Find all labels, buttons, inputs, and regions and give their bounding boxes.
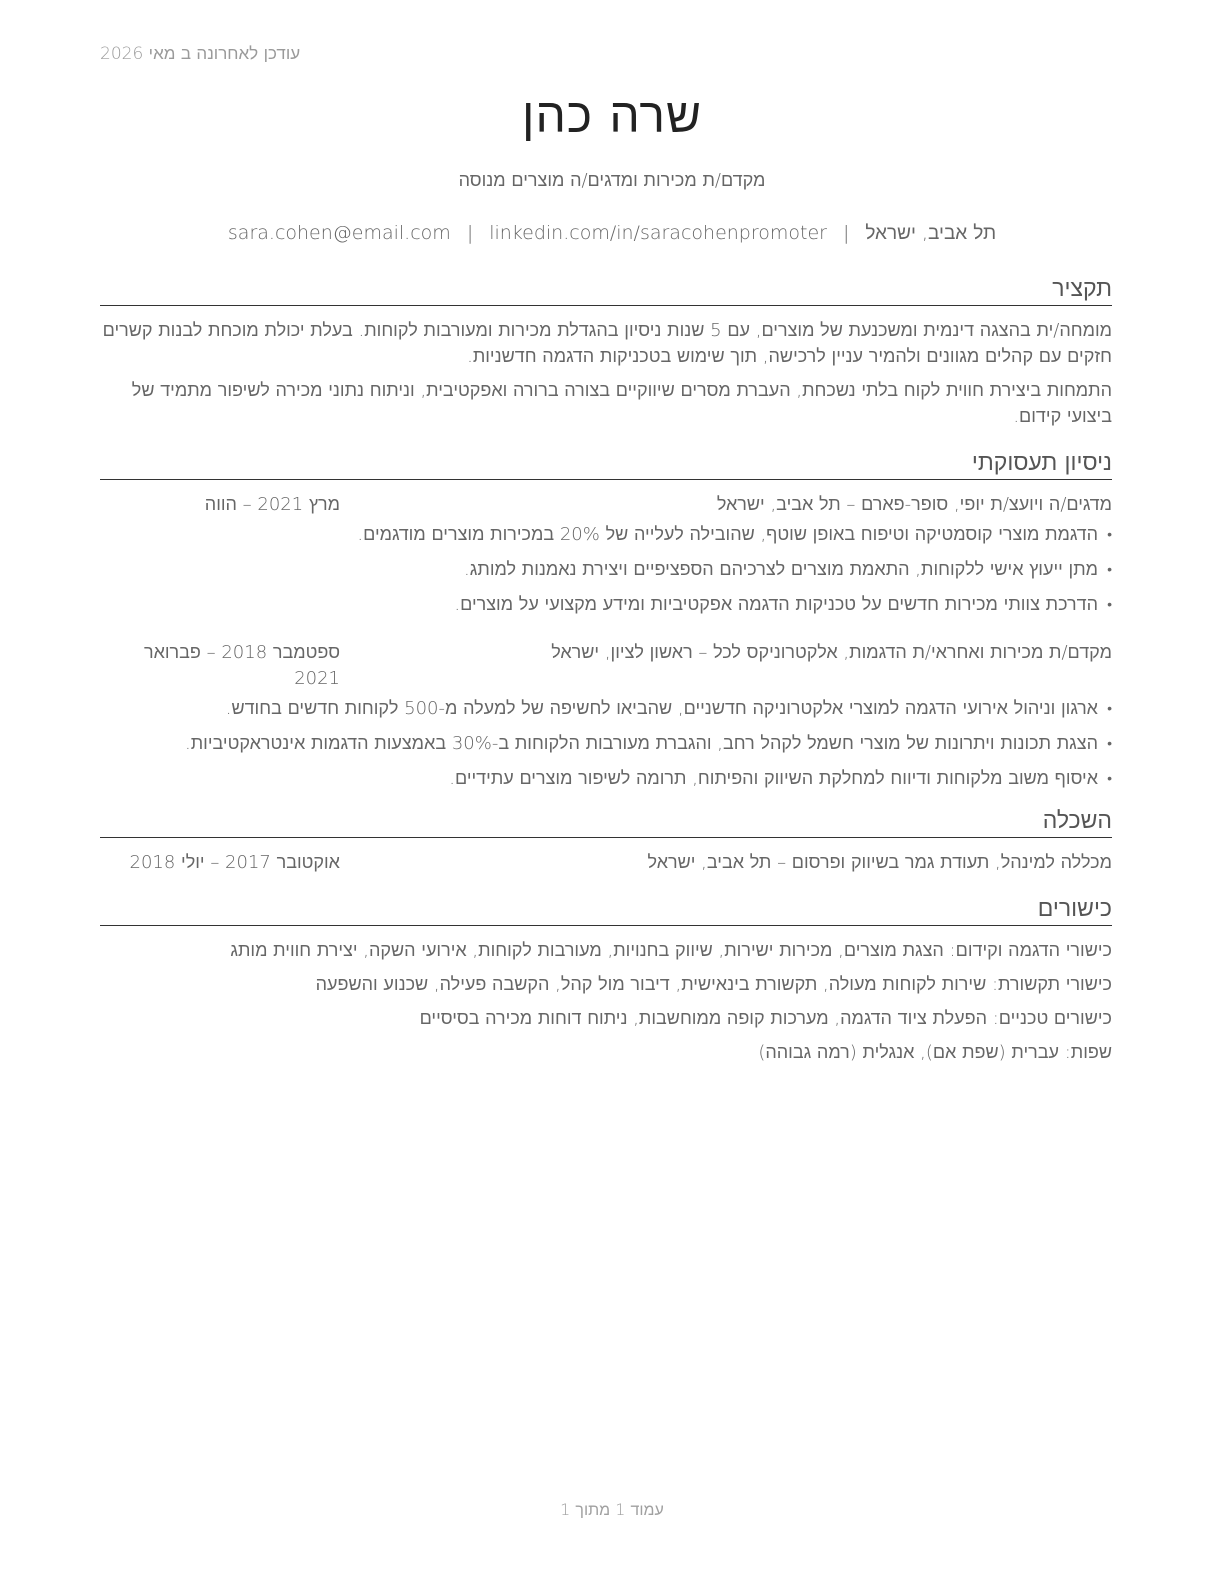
job-bullet: • הדרכת צוותי מכירות חדשים על טכניקות הדגמה אפקטיביות ומידע מקצועי על מוצרים.	[100, 592, 1112, 618]
job-entry	[100, 492, 1112, 618]
separator: |	[466, 222, 474, 244]
skill-line: שפות: עברית (שפת אם), אנגלית (רמה גבוהה)	[758, 1042, 1112, 1063]
job-bullet: • הדגמת מוצרי קוסמטיקה וטיפוח באופן שוטף, שהובילה לעלייה של 20% במכירות מוצרים מודגמים.	[100, 522, 1112, 548]
summary-section	[100, 274, 1112, 430]
education-title: מכללה למינהל, תעודת גמר בשיווק ופרסום – תל אביב, ישראל	[647, 852, 1112, 873]
job-bullet: • ארגון וניהול אירועי הדגמה למוצרי אלקטרוניקה חדשניים, שהביאו לחשיפה של למעלה מ-500 לקוחות חדשים בחודש.	[100, 696, 1112, 722]
job-header	[100, 492, 1112, 518]
job-bullet: • איסוף משוב מלקוחות ודיווח למחלקת השיווק והפיתוח, תרומה לשיפור מוצרים עתידיים.	[100, 766, 1112, 792]
location-text: תל אביב, ישראל	[865, 222, 997, 244]
education-dates: אוקטובר 2017 – יולי 2018	[129, 852, 340, 873]
section-title-education: השכלה	[100, 806, 1112, 838]
job-bullets	[100, 696, 1112, 792]
candidate-headline: מקדם/ת מכירות ומדגים/ה מוצרים מנוסה	[458, 170, 766, 191]
job-bullets	[100, 522, 1112, 618]
job-title: מדגים/ה ויועצ/ת יופי, סופר-פארם – תל אביב, ישראל	[716, 494, 1112, 515]
skill-line: כישורי הדגמה וקידום: הצגת מוצרים, מכירות ישירות, שיווק בחנויות, מעורבות לקוחות, אירועי השקה, יצירת חווית מותג	[230, 940, 1112, 961]
skill-line: כישורים טכניים: הפעלת ציוד הדגמה, מערכות קופה ממוחשבות, ניתוח דוחות מכירה בסיסיים	[419, 1008, 1112, 1029]
section-title-skills: כישורים	[100, 894, 1112, 926]
job-dates: מרץ 2021 – הווה	[204, 494, 340, 515]
last-updated-text: עודכן לאחרונה ב מאי 2026	[100, 44, 301, 64]
experience-section	[100, 448, 1112, 792]
education-entry	[100, 850, 1112, 876]
contact-line	[0, 222, 1224, 245]
job-bullet: • הצגת תכונות ויתרונות של מוצרי חשמל לקהל רחב, והגברת מעורבות הלקוחות ב-30% באמצעות הדגמות אינטראקטיביות.	[100, 731, 1112, 757]
skills-section	[100, 894, 1112, 1066]
summary-paragraph: מומחה/ית בהצגה דינמית ומשכנעת של מוצרים, עם 5 שנות ניסיון בהגדלת מכירות ומעורבות לקוחות. בעלת יכולת מוכחת לבנות קשרים חזקים עם קהלים מגוונים ולהמיר עניין לרכישה, תוך שימוש בטכניקות הדגמה חדשניות.	[102, 320, 1112, 367]
skill-line: כישורי תקשורת: שירות לקוחות מעולה, תקשורת בינאישית, דיבור מול קהל, הקשבה פעילה, שכנוע והשפעה	[315, 974, 1112, 995]
resume-content	[100, 274, 1112, 1074]
job-title: מקדם/ת מכירות ואחראי/ת הדגמות, אלקטרוניקס לכל – ראשון לציון, ישראל	[551, 642, 1112, 663]
separator: |	[842, 222, 850, 244]
summary-paragraph: התמחות ביצירת חווית לקוח בלתי נשכחת, העברת מסרים שיווקיים בצורה ברורה ואפקטיבית, וניתוח נתוני מכירה לשיפור מתמיד של ביצועי קידום.	[131, 380, 1112, 427]
job-header	[100, 640, 1112, 692]
education-section	[100, 806, 1112, 876]
email-link[interactable]: sara.cohen@email.com	[227, 222, 451, 244]
job-bullet: • מתן ייעוץ אישי ללקוחות, התאמת מוצרים לצרכיהם הספציפיים ויצירת נאמנות למותג.	[100, 557, 1112, 583]
linkedin-link[interactable]: linkedin.com/in/saracohenpromoter	[489, 222, 827, 244]
job-entry	[100, 640, 1112, 792]
candidate-name: שרה כהן	[521, 88, 702, 144]
page-number: עמוד 1 מתוך 1	[560, 1500, 664, 1519]
job-dates: ספטמבר 2018 – פברואר 2021	[143, 642, 340, 689]
section-title-experience: ניסיון תעסוקתי	[100, 448, 1112, 480]
section-title-summary: תקציר	[100, 274, 1112, 306]
